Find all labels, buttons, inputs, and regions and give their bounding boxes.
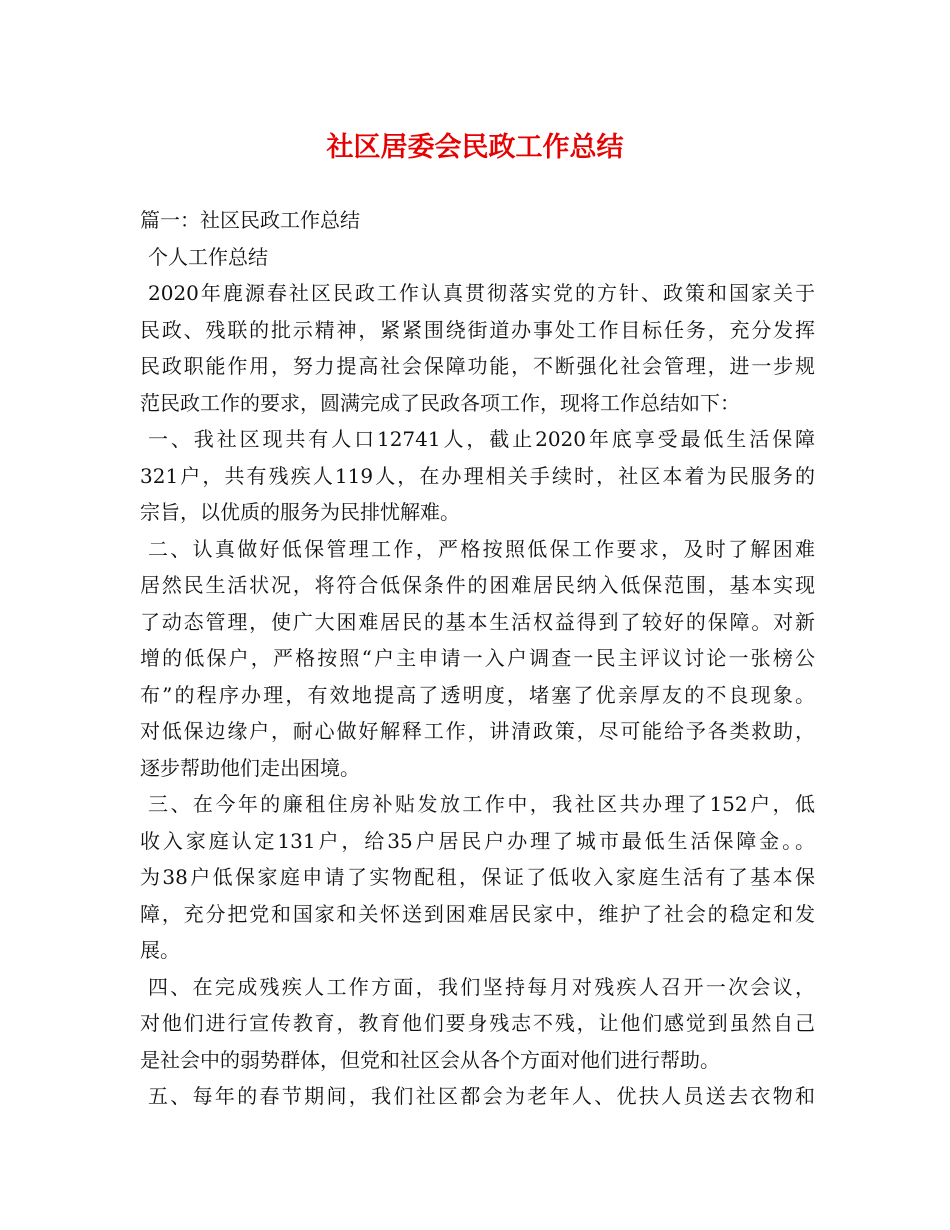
body-line: 三、在今年的廉租住房补贴发放工作中，我社区共办理了152户，低 bbox=[148, 792, 815, 816]
body-line: 宗旨，以优质的服务为民排忧解难。 bbox=[140, 500, 460, 524]
body-line: 四、在完成残疾人工作方面，我们坚持每月对残疾人召开一次会议， bbox=[148, 974, 815, 999]
document-title: 社区居委会民政工作总结 bbox=[326, 132, 624, 163]
body-line: 2020年鹿源春社区民政工作认真贯彻落实党的方针、政策和国家关于 bbox=[148, 281, 815, 305]
body-line: 二、认真做好低保管理工作，严格按照低保工作要求，及时了解困难 bbox=[148, 536, 815, 561]
body-line: 展。 bbox=[140, 938, 180, 962]
body-line: 321户，共有残疾人119人，在办理相关手续时，社区本着为民服务的 bbox=[140, 463, 815, 488]
body-line: 民政、残联的批示精神，紧紧围绕街道办事处工作目标任务，充分发挥 bbox=[140, 317, 815, 342]
body-line: 为38户低保家庭申请了实物配租，保证了低收入家庭生活有了基本保 bbox=[140, 865, 815, 889]
body-line: 了动态管理，使广大困难居民的基本生活权益得到了较好的保障。对新 bbox=[140, 609, 815, 634]
body-line: 民政职能作用，努力提高社会保障功能，不断强化社会管理，进一步规 bbox=[140, 354, 815, 378]
body-line: 个人工作总结 bbox=[148, 244, 268, 269]
body-line: 篇一：社区民政工作总结 bbox=[140, 208, 360, 232]
body-line: 五、每年的春节期间，我们社区都会为老年人、优扶人员送去衣物和 bbox=[148, 1084, 815, 1108]
body-line: 障，充分把党和国家和关怀送到困难居民家中，维护了社会的稳定和发 bbox=[140, 901, 815, 926]
body-line: 逐步帮助他们走出困境。 bbox=[140, 755, 360, 780]
document-body bbox=[140, 202, 815, 1115]
body-line: 居然民生活状况，将符合低保条件的困难居民纳入低保范围，基本实现 bbox=[140, 573, 815, 597]
body-line: 是社会中的弱势群体，但党和社区会从各个方面对他们进行帮助。 bbox=[140, 1047, 720, 1072]
body-line: 对他们进行宣传教育，教育他们要身残志不残，让他们感觉到虽然自己 bbox=[140, 1011, 815, 1035]
body-line: 对低保边缘户，耐心做好解释工作，讲清政策，尽可能给予各类救助， bbox=[140, 719, 815, 743]
body-line: 收入家庭认定131户，给35户居民户办理了城市最低生活保障金。。 bbox=[140, 828, 815, 853]
body-line: 一、我社区现共有人口12741人，截止2020年底享受最低生活保障 bbox=[148, 427, 815, 451]
body-line: 范民政工作的要求，圆满完成了民政各项工作，现将工作总结如下： bbox=[140, 390, 740, 415]
body-line: 布”的程序办理，有效地提高了透明度，堵塞了优亲厚友的不良现象。 bbox=[140, 682, 815, 707]
body-line: 增的低保户，严格按照“户主申请一入户调查一民主评议讨论一张榜公 bbox=[140, 646, 815, 670]
